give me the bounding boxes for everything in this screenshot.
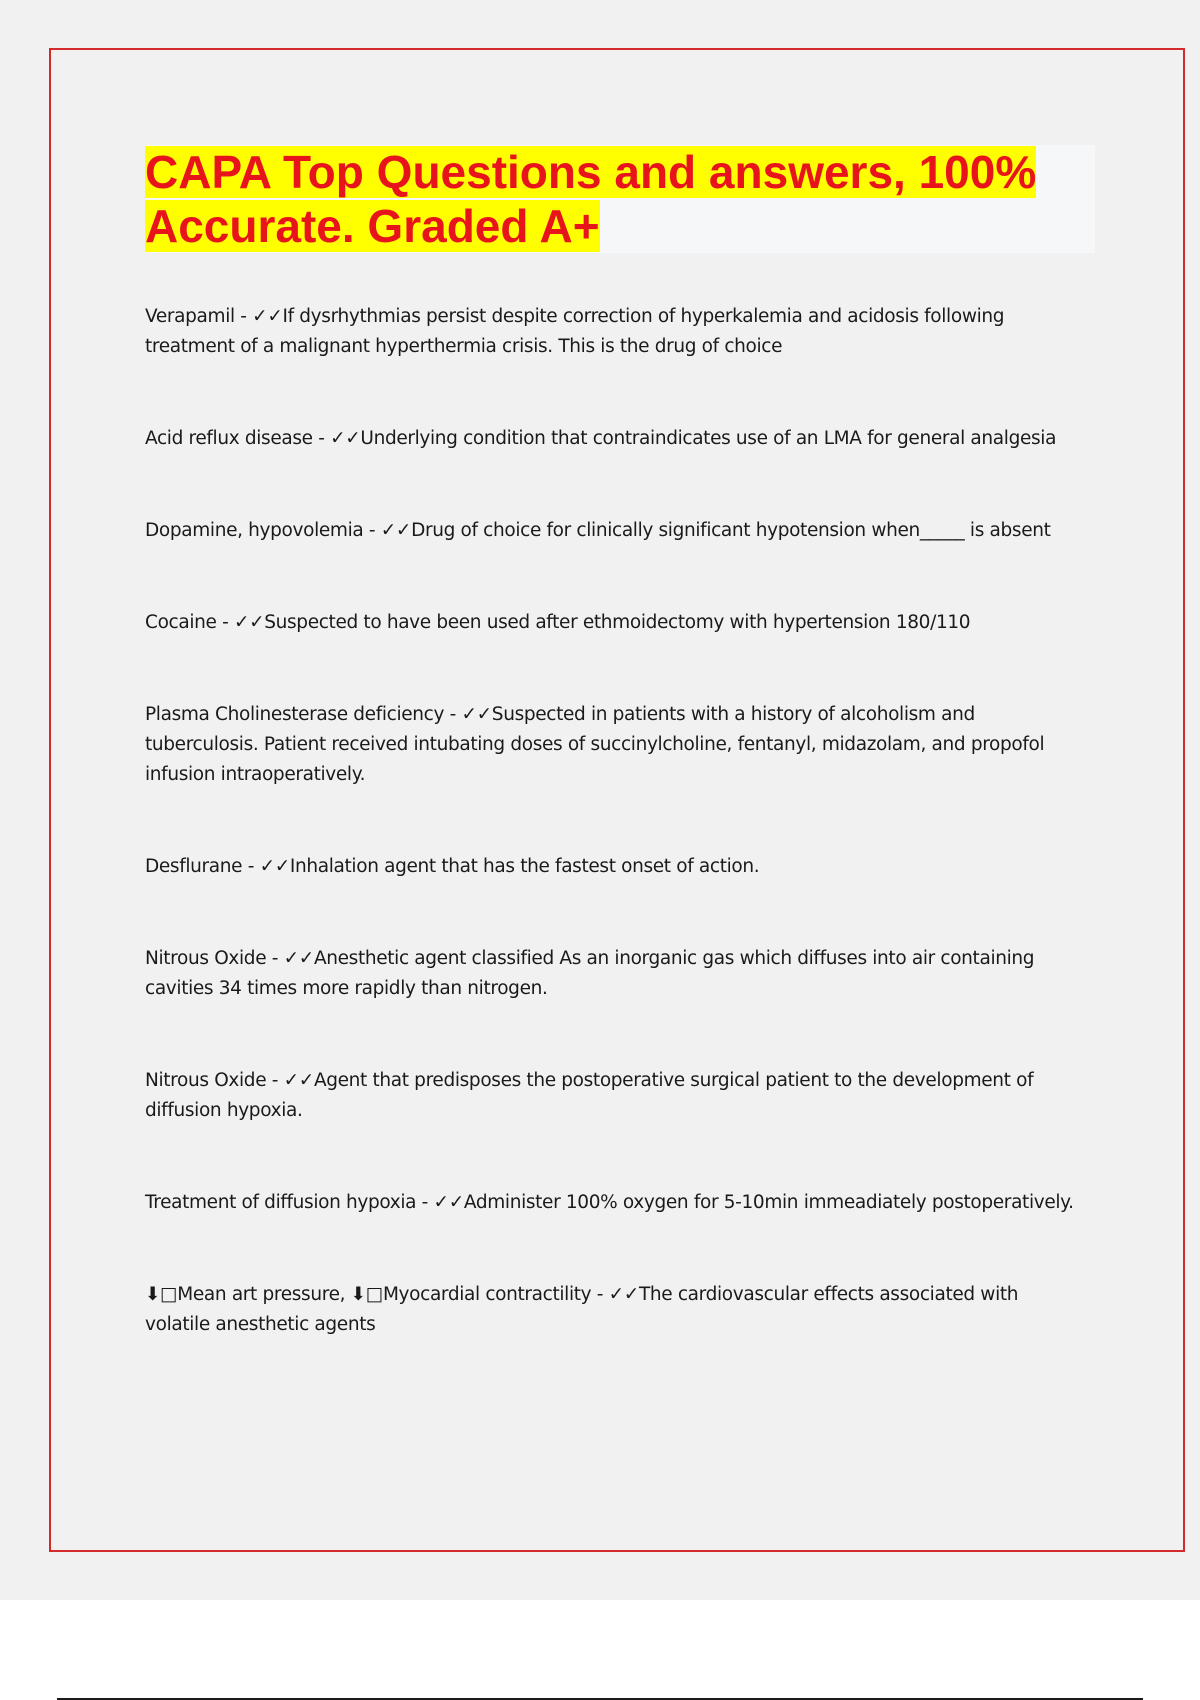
qa-item bbox=[145, 516, 1080, 546]
qa-item bbox=[145, 608, 1080, 638]
check-mark-icon: ✓✓ bbox=[461, 704, 492, 725]
qa-separator: - bbox=[591, 1284, 609, 1305]
qa-answer: Agent that predisposes the postoperative surgical patient to the development of diffusion hypoxia. bbox=[145, 1070, 1034, 1121]
check-mark-icon: ✓✓ bbox=[433, 1192, 464, 1213]
qa-term: Verapamil bbox=[145, 306, 235, 327]
qa-answer: Suspected in patients with a history of alcoholism and tuberculosis. Patient received intubating doses of succinylcholine, fentanyl, midazolam, and propofol infusion intraoperatively. bbox=[145, 704, 1045, 785]
qa-term: Treatment of diffusion hypoxia bbox=[145, 1192, 417, 1213]
qa-separator: - bbox=[363, 520, 381, 541]
qa-answer: The cardiovascular effects associated with volatile anesthetic agents bbox=[145, 1284, 1019, 1335]
qa-term: Cocaine bbox=[145, 612, 217, 633]
title-block bbox=[145, 145, 1095, 253]
qa-answer: If dysrhythmias persist despite correction of hyperkalemia and acidosis following treatment of a malignant hyperthermia crisis. This is the drug of choice bbox=[145, 306, 1005, 357]
qa-answer: Anesthetic agent classified As an inorganic gas which diffuses into air containing cavities 34 times more rapidly than nitrogen. bbox=[145, 948, 1035, 999]
qa-item bbox=[145, 1188, 1080, 1218]
qa-answer: Suspected to have been used after ethmoidectomy with hypertension 180/110 bbox=[264, 612, 971, 633]
check-mark-icon: ✓✓ bbox=[380, 520, 412, 541]
qa-separator: - bbox=[444, 704, 462, 725]
qa-term: Desflurane bbox=[145, 856, 243, 877]
check-mark-icon: ✓✓ bbox=[608, 1284, 639, 1305]
qa-item bbox=[145, 302, 1080, 362]
qa-term: Dopamine, hypovolemia bbox=[145, 520, 364, 541]
qa-answer: Inhalation agent that has the fastest onset of action. bbox=[289, 856, 760, 877]
check-mark-icon: ✓✓ bbox=[283, 1070, 314, 1091]
qa-term: ⬇︎□Mean art pressure, ⬇︎□Myocardial contractility bbox=[145, 1284, 592, 1305]
qa-term: Acid reflux disease bbox=[145, 428, 313, 449]
qa-item bbox=[145, 700, 1080, 790]
qa-term: Nitrous Oxide bbox=[145, 948, 267, 969]
document-title bbox=[145, 145, 1095, 253]
qa-answer: Administer 100% oxygen for 5-10min immeadiately postoperatively. bbox=[463, 1192, 1074, 1213]
title-highlight: CAPA Top Questions and answers, 100% Accurate. Graded A+ bbox=[145, 146, 1037, 252]
qa-separator: - bbox=[312, 428, 331, 449]
qa-separator: - bbox=[266, 948, 284, 969]
qa-list bbox=[145, 302, 1080, 1402]
qa-item bbox=[145, 852, 1080, 882]
qa-item bbox=[145, 1280, 1080, 1340]
qa-answer: Underlying condition that contraindicates use of an LMA for general analgesia bbox=[360, 428, 1057, 449]
qa-separator: - bbox=[266, 1070, 284, 1091]
check-mark-icon: ✓✓ bbox=[283, 948, 314, 969]
qa-item bbox=[145, 424, 1080, 454]
qa-separator: - bbox=[242, 856, 260, 877]
qa-answer: Drug of choice for clinically significant hypotension when_____ is absent bbox=[411, 520, 1051, 541]
qa-item bbox=[145, 944, 1080, 1004]
check-mark-icon: ✓✓ bbox=[259, 856, 290, 877]
qa-separator: - bbox=[216, 612, 234, 633]
qa-term: Nitrous Oxide bbox=[145, 1070, 267, 1091]
qa-term: Plasma Cholinesterase deficiency bbox=[145, 704, 445, 725]
check-mark-icon: ✓✓ bbox=[252, 306, 283, 327]
qa-separator: - bbox=[416, 1192, 434, 1213]
check-mark-icon: ✓✓ bbox=[233, 612, 265, 633]
qa-item bbox=[145, 1066, 1080, 1126]
check-mark-icon: ✓✓ bbox=[330, 428, 361, 449]
qa-separator: - bbox=[234, 306, 253, 327]
